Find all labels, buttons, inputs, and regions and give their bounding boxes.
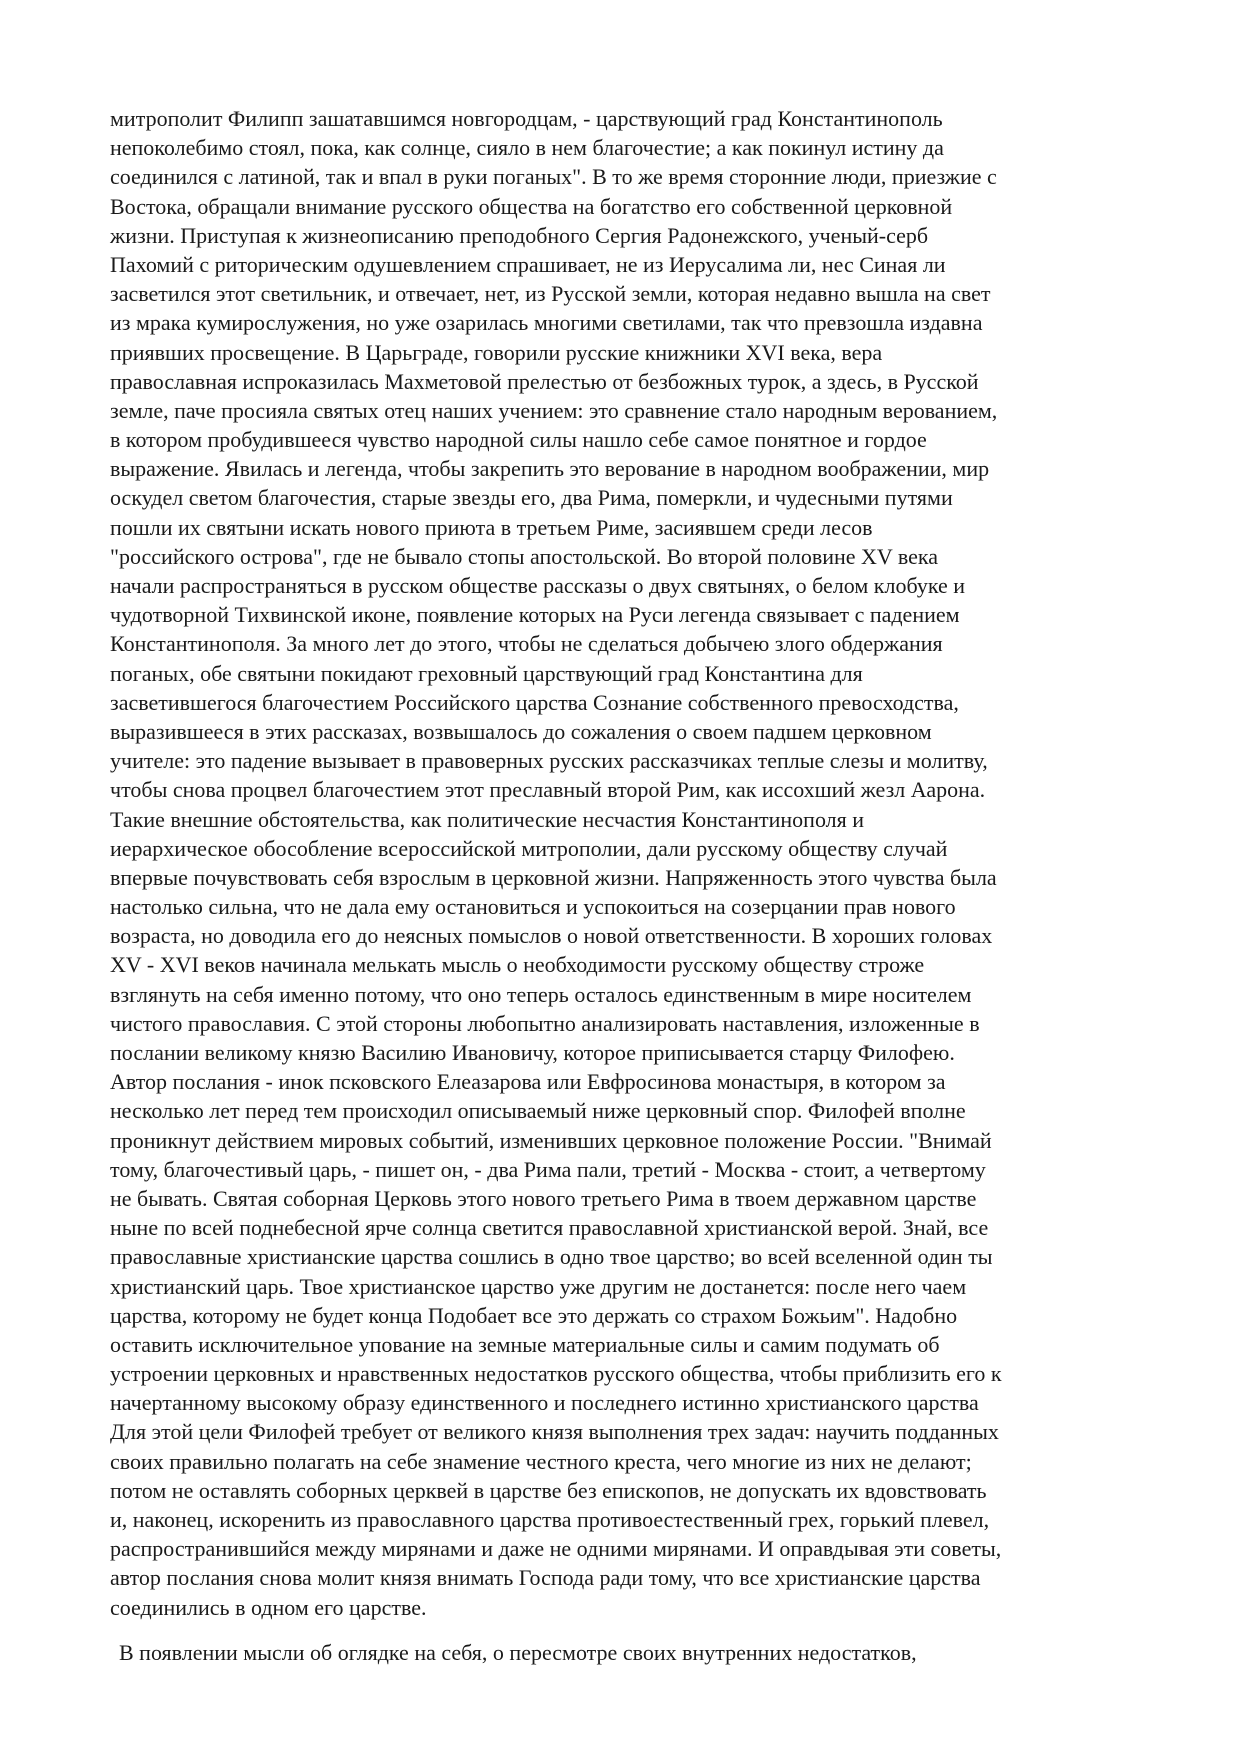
text-line: устроении церковных и нравственных недостатков русского общества, чтобы приблизить его к (110, 1361, 1002, 1387)
text-line: начали распространяться в русском обществе рассказы о двух святынях, о белом клобуке и (110, 573, 966, 598)
text-line: соединился с латиной, так и впал в руки поганых". В то же время сторонние люди, приезжие с (110, 164, 997, 190)
text-line: из мрака кумирослужения, но уже озарилась многими светилами, так что превзошла издавна (110, 310, 983, 336)
text-line: жизни. Приступая к жизнеописанию преподобного Сергия Радонежского, ученый-серб (110, 222, 929, 248)
text-line: выразившееся в этих рассказах, возвышалось до сожаления о своем падшем церковном (110, 718, 932, 744)
text-line: Пахомий с риторическим одушевлением спрашивает, не из Иерусалима ли, нес Синая ли (110, 251, 946, 277)
text-line: христианский царь. Твое христианское царство уже другим не достанется: после него чаем (110, 1273, 967, 1299)
text-line: Такие внешние обстоятельства, как политические несчастия Константинополя и (110, 806, 865, 832)
text-line: Востока, обращали внимание русского общества на богатство его собственной церковной (110, 193, 953, 219)
document-page (110, 104, 1140, 1667)
text-line: XV - XVI веков начинала мелькать мысль о необходимости русскому обществу строже (110, 952, 925, 978)
paragraph (110, 1638, 1140, 1667)
text-line: потом не оставлять соборных церквей в царстве без епископов, не допускать их вдовствовать (110, 1477, 987, 1503)
text-line: царства, которому не будет конца Подобает все это держать со страхом Божьим". Надобно (110, 1302, 958, 1328)
text-line: засветился этот светильник, и отвечает, нет, из Русской земли, которая недавно вышла на свет (110, 281, 991, 307)
text-line: пошли их святыни искать нового приюта в третьем Риме, засиявшем среди лесов (110, 514, 873, 540)
paragraph (110, 104, 1140, 1622)
text-line: иерархическое обособление всероссийской митрополии, дали русскому обществу случай (110, 835, 948, 861)
text-line: "российского острова", где не бывало стопы апостольской. Во второй половине XV века (110, 543, 939, 569)
text-line: земле, паче просияла святых отец наших учением: это сравнение стало народным верованием, (110, 397, 998, 423)
text-line: взглянуть на себя именно потому, что оно теперь осталось единственным в мире носителем (110, 981, 972, 1007)
text-line: и, наконец, искоренить из православного царства противоестественный грех, горький плевел, (110, 1507, 990, 1532)
text-line: начертанному высокому образу единственного и последнего истинно христианского царства (110, 1390, 979, 1416)
text-line: послании великому князю Василию Ивановичу, которое приписывается старцу Филофею. (110, 1040, 955, 1065)
text-line: оскудел светом благочестия, старые звезды его, два Рима, померкли, и чудесными путями (110, 485, 953, 511)
text-line: Константинополя. За много лет до этого, чтобы не сделаться добычею злого обдержания (110, 631, 943, 657)
text-line: не бывать. Святая соборная Церковь этого нового третьего Рима в твоем державном царстве (110, 1185, 977, 1211)
text-line: Автор послания - инок псковского Елеазарова или Евфросинова монастыря, в котором за (110, 1069, 946, 1095)
text-line: чистого православия. С этой стороны любопытно анализировать наставления, изложенные в (110, 1010, 980, 1036)
text-line: выражение. Явилась и легенда, чтобы закрепить это верование в народном воображении, мир (110, 456, 990, 482)
text-line: митрополит Филипп зашатавшимся новгородцам, - царствующий град Константинополь (110, 106, 943, 131)
text-line: несколько лет перед тем происходил описываемый ниже церковный спор. Филофей вполне (110, 1098, 966, 1124)
text-line: своих правильно полагать на себе знамение честного креста, чего многие из них не делают; (110, 1448, 972, 1474)
text-line: чтобы снова процвел благочестием этот преславный второй Рим, как иссохший жезл Аарона. (110, 777, 986, 803)
text-line: автор послания снова молит князя внимать Господа ради тому, что все христианские царства (110, 1565, 981, 1591)
text-line: приявших просвещение. В Царьграде, говорили русские книжники XVI века, вера (110, 339, 883, 365)
text-line: учителе: это падение вызывает в правоверных русских рассказчиках теплые слезы и молитву, (110, 748, 988, 774)
text-line: В появлении мысли об оглядке на себя, о пересмотре своих внутренних недостатков, (119, 1639, 917, 1665)
text-line: непоколебимо стоял, пока, как солнце, сияло в нем благочестие; а как покинул истину да (110, 135, 944, 161)
text-line: православная испроказилась Махметовой прелестью от безбожных турок, а здесь, в Русской (110, 368, 979, 394)
text-line: настолько сильна, что не дала ему остановиться и успокоиться на созерцании прав нового (110, 894, 956, 920)
text-line: впервые почувствовать себя взрослым в церковной жизни. Напряженность этого чувства была (110, 864, 997, 890)
text-line: Для этой цели Филофей требует от великого князя выполнения трех задач: научить подданных (110, 1419, 999, 1445)
text-line: соединились в одном его царстве. (110, 1594, 427, 1620)
text-line: возраста, но доводила его до неясных помыслов о новой ответственности. В хороших головах (110, 923, 993, 949)
text-line: ныне по всей поднебесной ярче солнца светится православной христианской верой. Знай, все (110, 1215, 989, 1241)
text-line: тому, благочестивый царь, - пишет он, - два Рима пали, третий - Москва - стоит, а четвертому (110, 1156, 986, 1182)
text-line: православные христианские царства сошлись в одно твое царство; во всей вселенной один ты (110, 1244, 993, 1270)
text-line: поганых, обе святыни покидают греховный царствующий град Константина для (110, 660, 863, 686)
text-line: оставить исключительное упование на земные материальные силы и самим подумать об (110, 1331, 940, 1357)
text-line: проникнут действием мировых событий, изменивших церковное положение России. "Внимай (110, 1127, 992, 1153)
text-line: распространившийся между мирянами и даже не одними мирянами. И оправдывая эти советы, (110, 1536, 1002, 1562)
text-line: засветившегося благочестием Российского царства Сознание собственного превосходства, (110, 689, 959, 715)
text-line: в котором пробудившееся чувство народной силы нашло себе самое понятное и гордое (110, 427, 927, 453)
text-line: чудотворной Тихвинской иконе, появление которых на Руси легенда связывает с падением (110, 602, 960, 628)
